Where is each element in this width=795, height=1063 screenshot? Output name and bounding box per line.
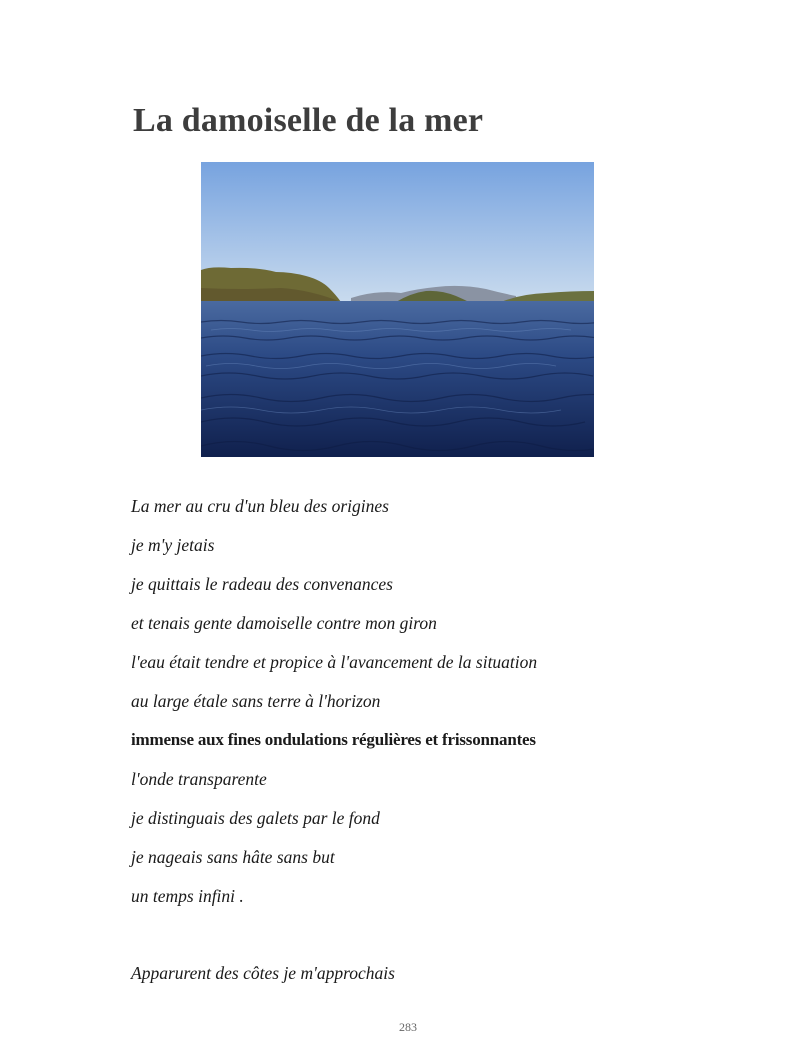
poem-line: je distinguais des galets par le fond bbox=[131, 808, 380, 828]
poem-line: je nageais sans hâte sans but bbox=[131, 847, 335, 867]
poem-line: je quittais le radeau des convenances bbox=[131, 574, 393, 594]
page-number: 283 bbox=[399, 1020, 417, 1034]
page-title: La damoiselle de la mer bbox=[133, 102, 484, 139]
poem-line: l'onde transparente bbox=[131, 769, 267, 789]
poem-line: je m'y jetais bbox=[131, 535, 215, 555]
poem-line: La mer au cru d'un bleu des origines bbox=[131, 496, 389, 516]
poem-line: au large étale sans terre à l'horizon bbox=[131, 691, 381, 711]
poem-line: et tenais gente damoiselle contre mon giron bbox=[131, 613, 437, 633]
sea-photo bbox=[201, 162, 594, 457]
poem-line: Apparurent des côtes je m'approchais bbox=[131, 963, 395, 983]
poem-line: l'eau était tendre et propice à l'avancement de la situation bbox=[131, 652, 538, 672]
poem-line-bold: immense aux fines ondulations régulières et frissonnantes bbox=[131, 730, 536, 749]
poem-line: un temps infini . bbox=[131, 886, 244, 906]
